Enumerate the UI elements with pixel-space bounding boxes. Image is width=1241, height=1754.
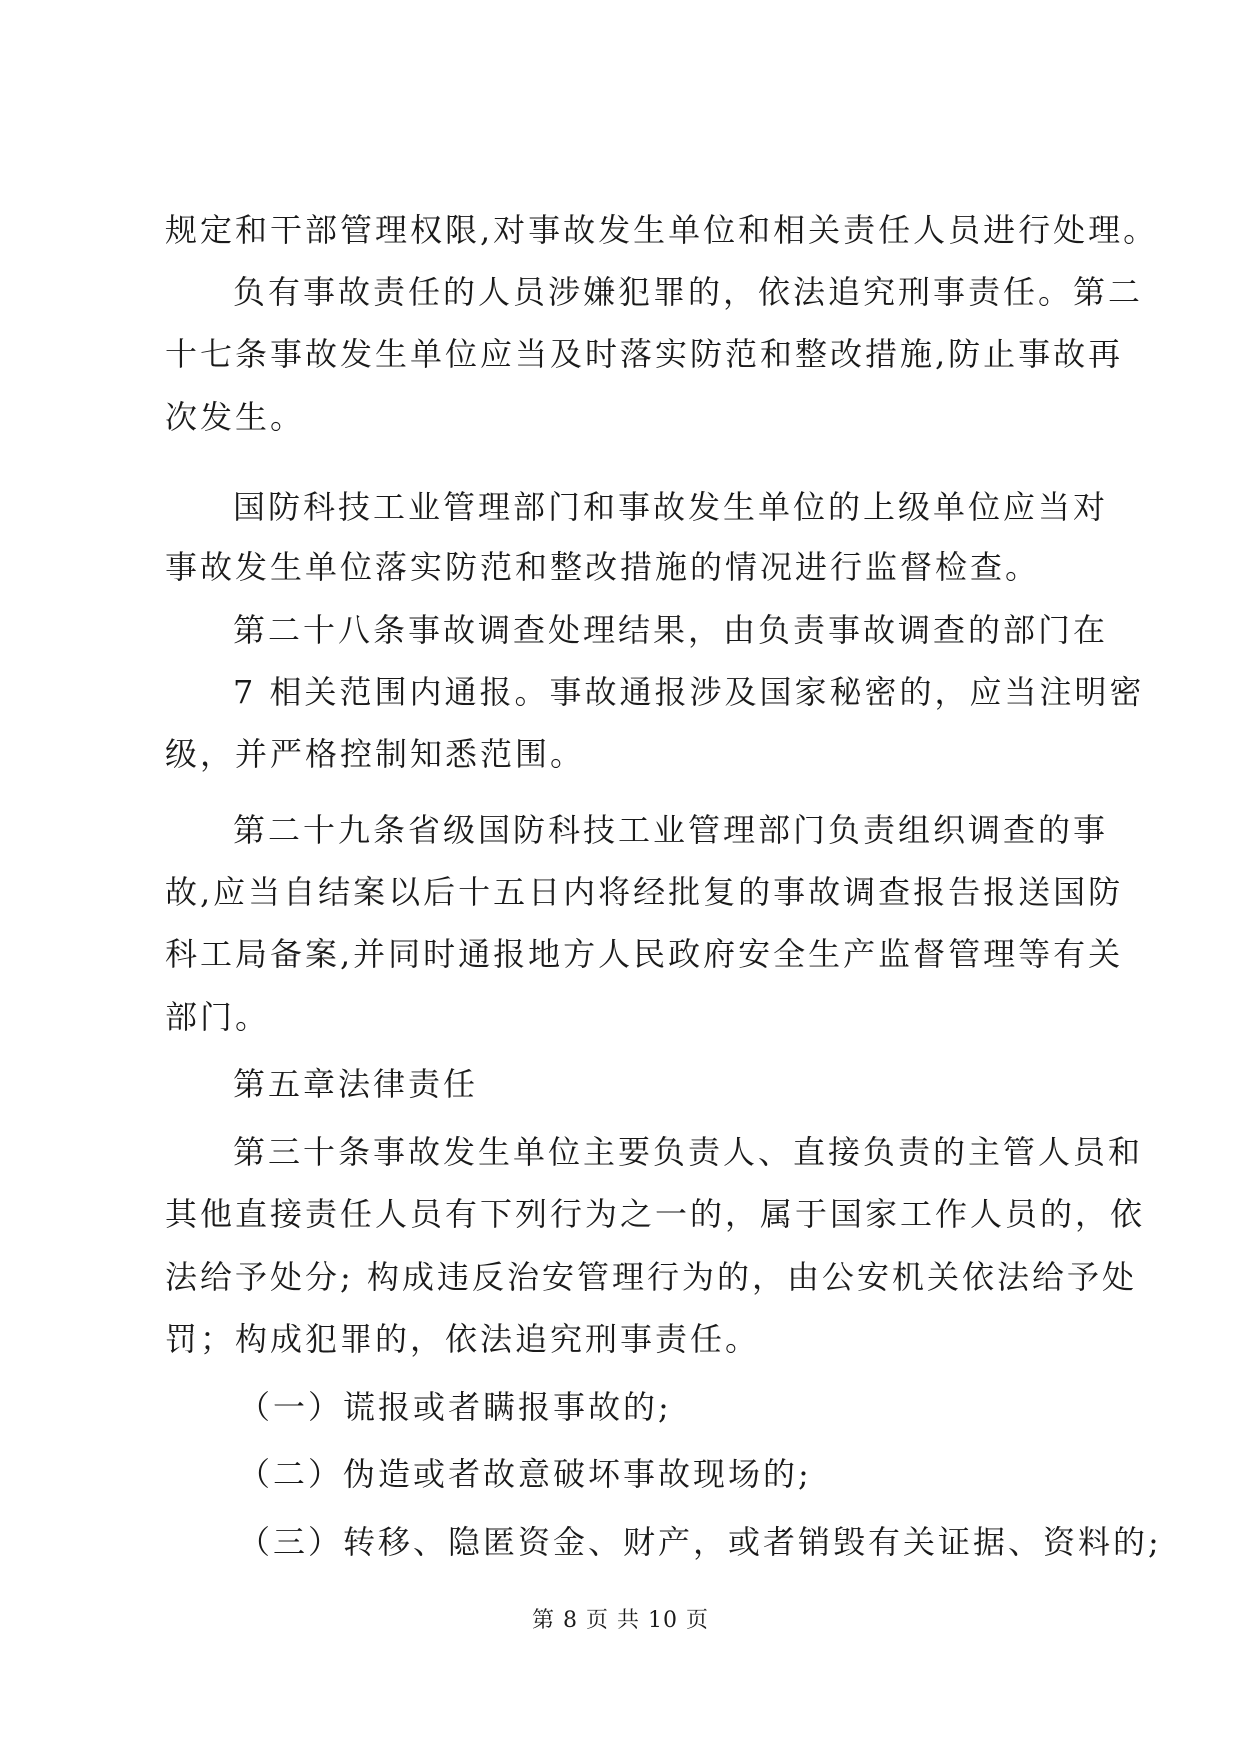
list-item: （三）转移、隐匿资金、财产，或者销毁有关证据、资料的; (238, 1523, 1162, 1561)
text-line: 级，并严格控制知悉范围。 (165, 735, 586, 773)
text-line: 十七条事故发生单位应当及时落实防范和整改措施,防止事故再 (165, 335, 1124, 373)
text-line: 次发生。 (165, 398, 306, 436)
text-line: 规定和干部管理权限,对事故发生单位和相关责任人员进行处理。 (165, 211, 1159, 249)
text-line: 部门。 (165, 998, 271, 1036)
text-line: 罚；构成犯罪的，依法追究刑事责任。 (165, 1320, 761, 1358)
page-footer: 第 8 页 共 10 页 (532, 1608, 709, 1633)
text-line: 事故发生单位落实防范和整改措施的情况进行监督检查。 (165, 548, 1041, 586)
text-line: 科工局备案,并同时通报地方人民政府安全生产监督管理等有关 (165, 935, 1124, 973)
text-line: 故,应当自结案以后十五日内将经批复的事故调查报告报送国防 (165, 873, 1124, 911)
text-line: 其他直接责任人员有下列行为之一的，属于国家工作人员的，依 (165, 1195, 1146, 1233)
list-item: （二）伪造或者故意破坏事故现场的; (238, 1455, 812, 1493)
text-line: 法给予处分; 构成违反治安管理行为的，由公安机关依法给予处 (165, 1258, 1137, 1296)
text-line: 第二十九条省级国防科技工业管理部门负责组织调查的事 (233, 811, 1109, 849)
list-item: （一）谎报或者瞒报事故的; (238, 1388, 672, 1426)
text-line: 第二十八条事故调查处理结果，由负责事故调查的部门在 (233, 611, 1109, 649)
text-line: 国防科技工业管理部门和事故发生单位的上级单位应当对 (233, 488, 1109, 526)
text-line: 负有事故责任的人员涉嫌犯罪的，依法追究刑事责任。第二 (233, 273, 1144, 311)
chapter-heading: 第五章法律责任 (233, 1065, 479, 1103)
text-line: 7 相关范围内通报。事故通报涉及国家秘密的，应当注明密 (233, 673, 1145, 711)
text-line: 第三十条事故发生单位主要负责人、直接负责的主管人员和 (233, 1133, 1144, 1171)
